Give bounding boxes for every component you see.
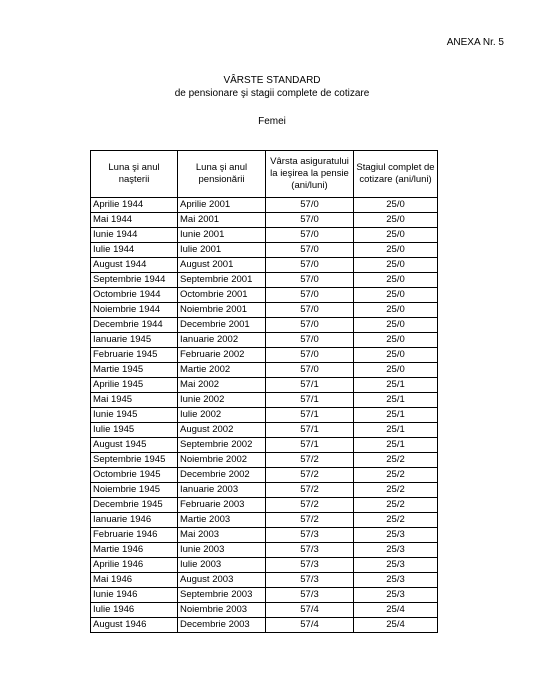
contribution-period-cell: 25/2: [354, 483, 438, 498]
retirement-age-cell: 57/0: [266, 348, 354, 363]
header-birth-month: Luna şi anul naşterii: [91, 151, 178, 198]
retirement-month-cell: August 2001: [178, 258, 266, 273]
birth-month-cell: Septembrie 1945: [91, 453, 178, 468]
contribution-period-cell: 25/0: [354, 333, 438, 348]
retirement-month-cell: Aprilie 2001: [178, 198, 266, 213]
contribution-period-cell: 25/0: [354, 258, 438, 273]
retirement-month-cell: Mai 2003: [178, 528, 266, 543]
contribution-period-cell: 25/2: [354, 513, 438, 528]
retirement-age-cell: 57/2: [266, 498, 354, 513]
table-row: [91, 483, 438, 498]
contribution-period-cell: 25/2: [354, 498, 438, 513]
contribution-period-cell: 25/0: [354, 213, 438, 228]
table-row: [91, 528, 438, 543]
birth-month-cell: Noiembrie 1945: [91, 483, 178, 498]
table-row: [91, 603, 438, 618]
table-row: [91, 363, 438, 378]
contribution-period-cell: 25/3: [354, 573, 438, 588]
retirement-age-cell: 57/0: [266, 258, 354, 273]
table-row: [91, 453, 438, 468]
retirement-age-cell: 57/1: [266, 393, 354, 408]
retirement-month-cell: Decembrie 2003: [178, 618, 266, 633]
retirement-month-cell: Octombrie 2001: [178, 288, 266, 303]
birth-month-cell: Februarie 1946: [91, 528, 178, 543]
retirement-month-cell: August 2003: [178, 573, 266, 588]
retirement-age-cell: 57/2: [266, 468, 354, 483]
table-row: [91, 543, 438, 558]
table-row: [91, 393, 438, 408]
header-retirement-age: Vârsta asiguratului la ieşirea la pensie (ani/luni): [266, 151, 354, 198]
pension-age-table: [90, 150, 438, 633]
retirement-age-cell: 57/0: [266, 243, 354, 258]
retirement-age-cell: 57/2: [266, 453, 354, 468]
table-row: [91, 588, 438, 603]
retirement-month-cell: Decembrie 2002: [178, 468, 266, 483]
contribution-period-cell: 25/4: [354, 603, 438, 618]
birth-month-cell: Mai 1945: [91, 393, 178, 408]
contribution-period-cell: 25/3: [354, 543, 438, 558]
table-row: [91, 618, 438, 633]
contribution-period-cell: 25/0: [354, 243, 438, 258]
retirement-age-cell: 57/0: [266, 198, 354, 213]
table-row: [91, 288, 438, 303]
birth-month-cell: Iulie 1946: [91, 603, 178, 618]
table-row: [91, 513, 438, 528]
retirement-month-cell: Noiembrie 2003: [178, 603, 266, 618]
retirement-age-cell: 57/0: [266, 318, 354, 333]
table-row: [91, 303, 438, 318]
birth-month-cell: Aprilie 1946: [91, 558, 178, 573]
birth-month-cell: August 1946: [91, 618, 178, 633]
retirement-month-cell: Martie 2002: [178, 363, 266, 378]
retirement-month-cell: Mai 2002: [178, 378, 266, 393]
retirement-month-cell: Mai 2001: [178, 213, 266, 228]
contribution-period-cell: 25/3: [354, 528, 438, 543]
retirement-month-cell: Septembrie 2003: [178, 588, 266, 603]
header-row: [91, 151, 438, 198]
retirement-age-cell: 57/2: [266, 483, 354, 498]
birth-month-cell: Octombrie 1945: [91, 468, 178, 483]
contribution-period-cell: 25/0: [354, 198, 438, 213]
table-row: [91, 408, 438, 423]
retirement-age-cell: 57/1: [266, 438, 354, 453]
birth-month-cell: Iulie 1944: [91, 243, 178, 258]
retirement-age-cell: 57/0: [266, 303, 354, 318]
retirement-age-cell: 57/0: [266, 228, 354, 243]
contribution-period-cell: 25/3: [354, 558, 438, 573]
retirement-month-cell: Iunie 2001: [178, 228, 266, 243]
contribution-period-cell: 25/0: [354, 348, 438, 363]
contribution-period-cell: 25/0: [354, 303, 438, 318]
birth-month-cell: Martie 1946: [91, 543, 178, 558]
table-row: [91, 333, 438, 348]
retirement-month-cell: Noiembrie 2002: [178, 453, 266, 468]
table-row: [91, 468, 438, 483]
retirement-month-cell: Martie 2003: [178, 513, 266, 528]
retirement-age-cell: 57/0: [266, 273, 354, 288]
birth-month-cell: Mai 1946: [91, 573, 178, 588]
retirement-month-cell: Iunie 2003: [178, 543, 266, 558]
birth-month-cell: Ianuarie 1946: [91, 513, 178, 528]
retirement-age-cell: 57/0: [266, 363, 354, 378]
retirement-age-cell: 57/1: [266, 423, 354, 438]
retirement-month-cell: Septembrie 2001: [178, 273, 266, 288]
retirement-age-cell: 57/3: [266, 588, 354, 603]
birth-month-cell: Decembrie 1945: [91, 498, 178, 513]
retirement-month-cell: Februarie 2002: [178, 348, 266, 363]
contribution-period-cell: 25/2: [354, 453, 438, 468]
retirement-age-cell: 57/3: [266, 573, 354, 588]
table-row: [91, 438, 438, 453]
table-row: [91, 378, 438, 393]
table-row: [91, 558, 438, 573]
retirement-month-cell: Septembrie 2002: [178, 438, 266, 453]
retirement-age-cell: 57/0: [266, 288, 354, 303]
retirement-month-cell: Iulie 2003: [178, 558, 266, 573]
birth-month-cell: Iulie 1945: [91, 423, 178, 438]
section-heading: Femei: [258, 116, 286, 127]
contribution-period-cell: 25/0: [354, 318, 438, 333]
contribution-period-cell: 25/0: [354, 228, 438, 243]
table-row: [91, 348, 438, 363]
birth-month-cell: Aprilie 1945: [91, 378, 178, 393]
birth-month-cell: Decembrie 1944: [91, 318, 178, 333]
retirement-month-cell: Ianuarie 2002: [178, 333, 266, 348]
birth-month-cell: Februarie 1945: [91, 348, 178, 363]
header-retirement-month: Luna şi anul pensionării: [178, 151, 266, 198]
retirement-month-cell: August 2002: [178, 423, 266, 438]
birth-month-cell: Ianuarie 1945: [91, 333, 178, 348]
birth-month-cell: Mai 1944: [91, 213, 178, 228]
contribution-period-cell: 25/1: [354, 393, 438, 408]
retirement-age-cell: 57/4: [266, 603, 354, 618]
document-title: VÂRSTE STANDARD: [223, 75, 321, 86]
table-header: [91, 151, 438, 198]
birth-month-cell: Iunie 1944: [91, 228, 178, 243]
contribution-period-cell: 25/1: [354, 423, 438, 438]
table-row: [91, 318, 438, 333]
table-row: [91, 213, 438, 228]
birth-month-cell: Septembrie 1944: [91, 273, 178, 288]
table-row: [91, 198, 438, 213]
birth-month-cell: Iunie 1945: [91, 408, 178, 423]
table-row: [91, 228, 438, 243]
table-row: [91, 423, 438, 438]
retirement-age-cell: 57/3: [266, 528, 354, 543]
contribution-period-cell: 25/1: [354, 408, 438, 423]
table-row: [91, 498, 438, 513]
retirement-age-cell: 57/0: [266, 333, 354, 348]
retirement-month-cell: Decembrie 2001: [178, 318, 266, 333]
annex-number: ANEXA Nr. 5: [446, 37, 504, 48]
birth-month-cell: August 1944: [91, 258, 178, 273]
retirement-age-cell: 57/1: [266, 378, 354, 393]
retirement-month-cell: Iunie 2002: [178, 393, 266, 408]
contribution-period-cell: 25/2: [354, 468, 438, 483]
retirement-month-cell: Februarie 2003: [178, 498, 266, 513]
retirement-month-cell: Iulie 2002: [178, 408, 266, 423]
birth-month-cell: Octombrie 1944: [91, 288, 178, 303]
birth-month-cell: Iunie 1946: [91, 588, 178, 603]
table-body: [91, 198, 438, 633]
table-row: [91, 573, 438, 588]
table-row: [91, 258, 438, 273]
contribution-period-cell: 25/1: [354, 438, 438, 453]
contribution-period-cell: 25/0: [354, 288, 438, 303]
birth-month-cell: Martie 1945: [91, 363, 178, 378]
header-contribution-period: Stagiul complet de cotizare (ani/luni): [354, 151, 438, 198]
retirement-month-cell: Noiembrie 2001: [178, 303, 266, 318]
contribution-period-cell: 25/1: [354, 378, 438, 393]
birth-month-cell: Aprilie 1944: [91, 198, 178, 213]
retirement-age-cell: 57/0: [266, 213, 354, 228]
birth-month-cell: Noiembrie 1944: [91, 303, 178, 318]
contribution-period-cell: 25/0: [354, 363, 438, 378]
document-subtitle: de pensionare şi stagii complete de cotizare: [174, 88, 370, 99]
retirement-month-cell: Iulie 2001: [178, 243, 266, 258]
birth-month-cell: August 1945: [91, 438, 178, 453]
retirement-month-cell: Ianuarie 2003: [178, 483, 266, 498]
contribution-period-cell: 25/0: [354, 273, 438, 288]
table-row: [91, 243, 438, 258]
table-row: [91, 273, 438, 288]
contribution-period-cell: 25/4: [354, 618, 438, 633]
retirement-age-cell: 57/1: [266, 408, 354, 423]
retirement-age-cell: 57/3: [266, 558, 354, 573]
retirement-age-cell: 57/4: [266, 618, 354, 633]
contribution-period-cell: 25/3: [354, 588, 438, 603]
retirement-age-cell: 57/2: [266, 513, 354, 528]
retirement-age-cell: 57/3: [266, 543, 354, 558]
